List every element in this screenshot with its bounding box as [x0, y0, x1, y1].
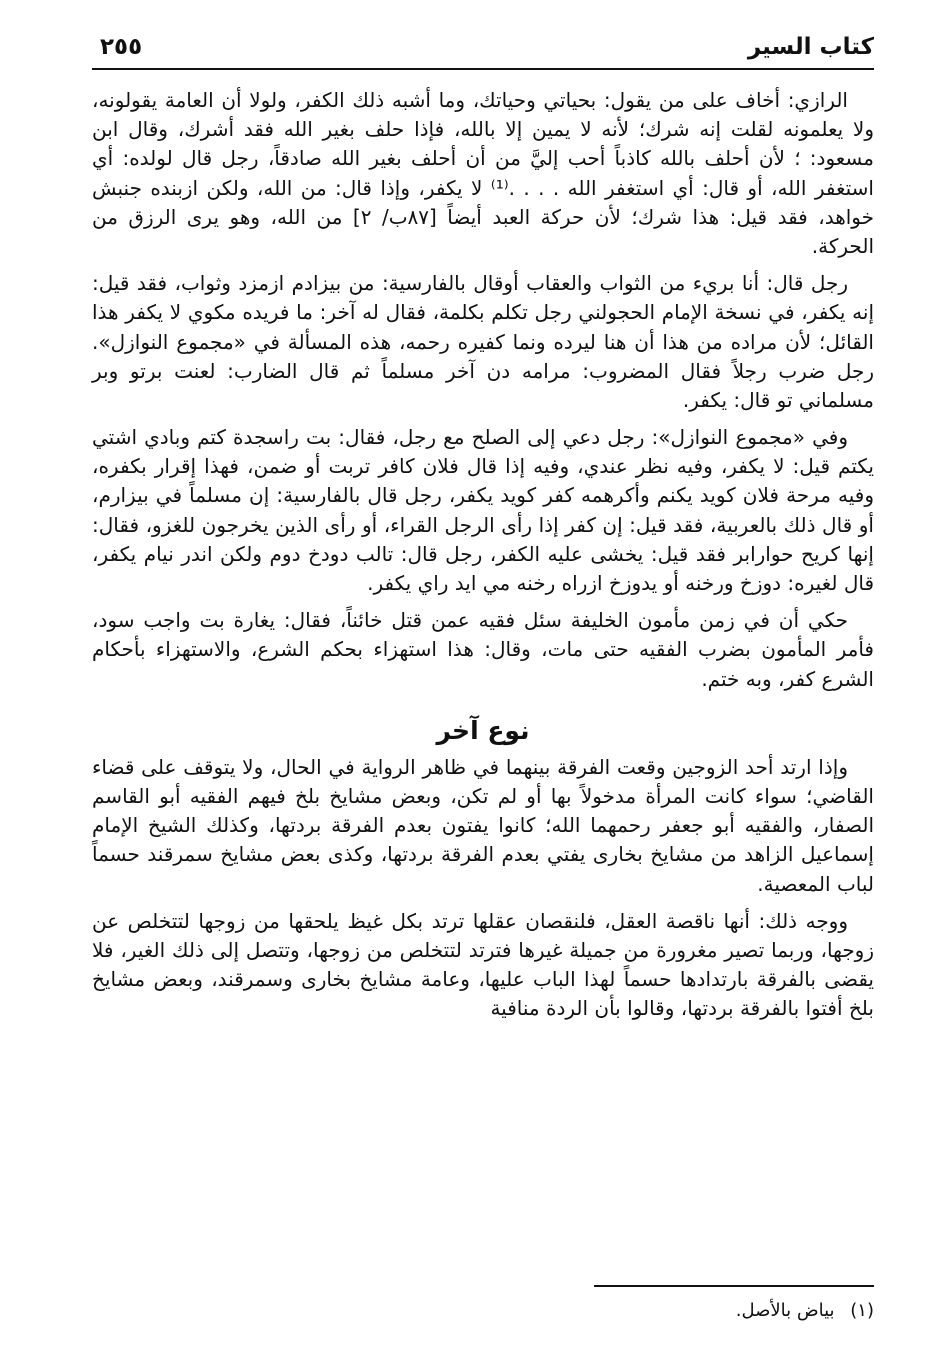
paragraph-2: رجل قال: أنا بريء من الثواب والعقاب أوقال بالفارسية: من بيزادم ازمزد وثواب، فقد قيل: إنه يكفر، في نسخة الإمام الحجولني رجل تكلم بكلمة، فقال له آخر: ما فريده مكوي لا يكفر هذا القائل؛ لأن مراده من هذا أن هنا ليرده ونما كفيره رحمه، هذه المسألة في «مجموع النوازل». رجل ضرب رجلاً فقال المضروب: مرامه دن آخر مسلماً ثم قال الضارب: لعنت برتو وبر مسلماني تو قال: يكفر.: [92, 271, 874, 412]
book-page: [92, 0, 874, 1369]
paragraph-3: وفي «مجموع النوازل»: رجل دعي إلى الصلح مع رجل، فقال: بت راسجدة كتم وبادي اشتي يكتم قيل: لا يكفر، وفيه نظر عندي، وفيه إذا قال فلان كافر تربت أو ضمن، فهذا إقرار بكفره، وفيه مرحة فلان كويد يكنم وأكرهمه كفر كويد يكفر، رجل قال بالفارسية: إن مسلماً في بيزارم، أو قال ذلك بالعربية، فقد قيل: إن كفر إذا رأى الرجل القراء، أو رأى الذين يخرجون للغزو، فقال: إنها كريح حوارابر فقد قيل: يخشى عليه الكفر، رجل قال: تالب دودخ دوم ولكن اندر نيام يكفر، قال لغيره: دوزخ ورخنه أو يدوزخ ازراه رخنه مي ايد راي يكفر.: [92, 425, 874, 595]
section-heading: نوع آخر: [436, 715, 530, 745]
paragraph-4: حكي أن في زمن مأمون الخليفة سئل فقيه عمن قتل خائناً، فقال: يغارة بت واجب سود، فأمر المأمون بضرب الفقيه حتى مات، وقال: هذا استهزاء بحكم الشرع، والاستهزاء بأحكام الشرع كفر، وبه ختم.: [92, 608, 874, 691]
running-header: [92, 28, 874, 70]
running-title: كتاب السير: [747, 34, 874, 60]
footnote-marker: (١): [850, 1300, 874, 1321]
footnote-divider: [594, 1285, 874, 1287]
paragraph-6: ووجه ذلك: أنها ناقصة العقل، فلنقصان عقلها ترتد بكل غيظ يلحقها من زوجها لتتخلص عن زوجها، وربما تصير مغرورة من جميلة غيرها فترتد لتتخلص من زوجها، وتتصل إلى ذلك الغير، فلا يقضى بالفرقة بارتدادها حسماً لهذا الباب عليها، وعامة مشايخ بخارى وسمرقند، وبعض مشايخ بلخ أفتوا بالفرقة بردتها، وقالوا بأن الردة منافية: [92, 908, 874, 1021]
page-number: ٢٥٥: [100, 34, 143, 60]
footnote-text: بياض بالأصل.: [735, 1300, 835, 1321]
footnote: [92, 1300, 874, 1321]
body-text: [92, 86, 874, 1031]
paragraph-5: وإذا ارتد أحد الزوجين وقعت الفرقة بينهما في ظاهر الرواية في الحال، ولا يتوقف على قضاء القاضي؛ سواء كانت المرأة مدخولاً بها أو لم تكن، وبعض مشايخ بلخ فيهم الفقيه أبو القاسم الصفار، والفقيه أبو جعفر رحمهما الله؛ كانوا يفتون بعدم الفرقة بردتها، وكذلك الشيخ الإمام إسماعيل الزاهد من مشايخ بخارى يفتي بعدم الفرقة بردتها، وكذى بعض مشايخ سمرقند حسماً لباب المعصية.: [92, 754, 874, 896]
paragraph-1: الرازي: أخاف على من يقول: بحياتي وحياتك، وما أشبه ذلك الكفر، ولولا أن العامة يقولونه، ولا يعلمونه لقلت إنه شرك؛ لأنه لا يمين إلا بالله، فإذا حلف بغير الله فقد أشرك، وقال ابن مسعود: ؛ لأن أحلف بالله كاذباً أحب إليَّ من أن أحلف بغير الله صادقاً، رجل قال لولده: أي استغفر الله، أو قال: أي استغفر الله . . . .⁽¹⁾ لا يكفر، وإذا قال: من الله، ولكن ازبنده جنبش خواهد، فقد قيل: هذا شرك؛ لأن حركة العبد أيضاً [٨٧ب/ ٢] من الله، وهو يرى الرزق من الحركة.: [92, 88, 874, 258]
